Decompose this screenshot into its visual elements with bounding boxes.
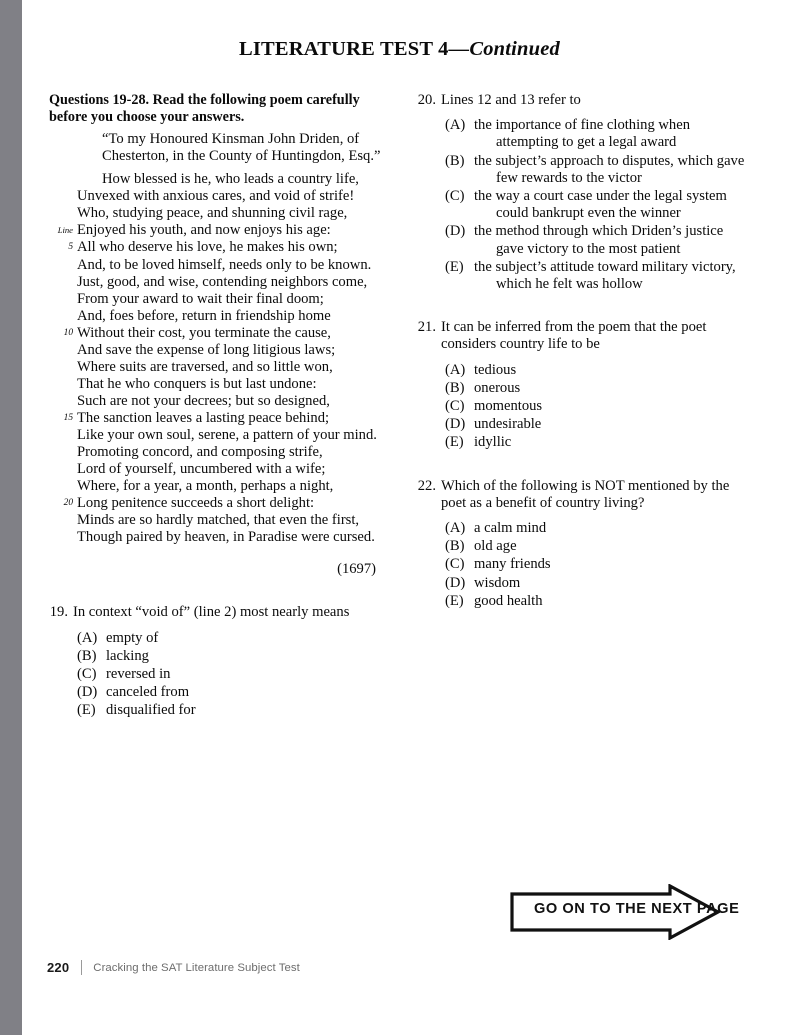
answer-choice-label: (D) <box>445 223 466 240</box>
question-stem: Lines 12 and 13 refer to <box>441 92 581 108</box>
answer-choice[interactable] <box>417 593 777 610</box>
answer-choice[interactable] <box>417 188 777 222</box>
answer-choice[interactable] <box>417 259 777 293</box>
answer-choice-text: momentous <box>474 398 543 415</box>
answer-choice-text: canceled from <box>106 684 190 701</box>
question-block <box>417 92 777 293</box>
question-head <box>417 319 777 353</box>
go-on-banner-label: GO ON TO THE NEXT PAGE <box>534 901 740 917</box>
poem-line-text: All who deserve his love, he makes his own; <box>77 239 338 256</box>
question-block <box>417 478 777 610</box>
answer-choice[interactable] <box>49 702 382 719</box>
poem-line-text: From your award to wait their final doom; <box>77 290 324 307</box>
answer-choice-list <box>417 362 777 452</box>
poem-passage <box>49 131 382 578</box>
poem-line-number: 15 <box>63 412 73 423</box>
running-head-continued: —Continued <box>448 38 560 60</box>
answer-choice-text: the way a court case under the legal system <box>474 188 727 205</box>
answer-choice[interactable] <box>417 416 777 433</box>
answer-choice-text: onerous <box>474 379 521 396</box>
poem-line <box>77 393 382 410</box>
answer-choice-text: disqualified for <box>106 702 196 719</box>
poem-line <box>77 529 382 546</box>
poem-line-text: Such are not your decrees; but so designed, <box>77 392 330 409</box>
question-head <box>417 92 777 109</box>
left-margin-hairline <box>22 0 24 1035</box>
poem-line-text: Promoting concord, and composing strife, <box>77 444 323 461</box>
answer-choice-label: (E) <box>445 258 464 275</box>
question-number: 22. <box>417 477 436 494</box>
answer-choice[interactable] <box>49 666 382 683</box>
answer-choice-text: wisdom <box>474 574 521 591</box>
answer-choice-label: (A) <box>445 361 466 378</box>
poem-title-line: Chesterton, in the County of Huntingdon, Esq.” <box>102 148 381 165</box>
answer-choice[interactable] <box>417 556 777 573</box>
poem-line <box>77 205 382 222</box>
poem-line <box>63 324 382 342</box>
directions-text: Questions 19-28. Read the following poem carefully before you choose your answers. <box>49 92 360 125</box>
question-block <box>417 319 777 451</box>
poem-line-number: 10 <box>63 327 73 338</box>
answer-choice[interactable] <box>417 575 777 592</box>
poem-line-text: That he who conquers is but last undone: <box>77 375 317 392</box>
answer-choice[interactable] <box>417 398 777 415</box>
answer-choice-text: tedious <box>474 361 517 378</box>
answer-choice[interactable] <box>417 362 777 379</box>
answer-choice-label: (C) <box>445 188 465 205</box>
answer-choice-label: (D) <box>445 416 466 433</box>
running-head-title: LITERATURE TEST 4 <box>239 38 449 60</box>
poem-line <box>77 188 382 205</box>
answer-choice-label: (B) <box>445 538 465 555</box>
poem-line <box>77 461 382 478</box>
poem-line <box>77 427 382 444</box>
answer-choice-text: good health <box>474 592 543 609</box>
answer-choice[interactable] <box>417 153 777 187</box>
question-number: 19. <box>49 604 68 621</box>
question-stem: It can be inferred from the poem that the poet <box>441 319 707 336</box>
answer-choice-text: many friends <box>474 556 551 573</box>
question-number: 21. <box>417 319 436 336</box>
poem-date: (1697) <box>337 561 376 578</box>
poem-line-text: And, to be loved himself, needs only to be known. <box>77 256 372 273</box>
answer-choice[interactable] <box>417 520 777 537</box>
answer-choice-text-continued: few rewards to the victor <box>496 169 642 186</box>
question-stem-continued: considers country life to be <box>441 336 600 353</box>
poem-line <box>77 512 382 529</box>
answer-choice[interactable] <box>417 223 777 257</box>
answer-choice-label: (B) <box>445 152 465 169</box>
poem-title <box>49 131 382 165</box>
right-question-list <box>417 92 777 610</box>
poem-line-text: Lord of yourself, uncumbered with a wife; <box>77 461 326 478</box>
poem-line <box>77 376 382 393</box>
answer-choice-label: (E) <box>445 434 464 451</box>
answer-choice-text: reversed in <box>106 665 171 682</box>
poem-line-number: 5 <box>68 242 73 253</box>
running-head <box>0 38 799 61</box>
poem-line-text: Where suits are traversed, and so little won, <box>77 358 333 375</box>
answer-choice-text-continued: attempting to get a legal award <box>496 134 677 151</box>
answer-choice-list <box>49 630 382 720</box>
poem-line-text: Long penitence succeeds a short delight: <box>77 495 315 512</box>
answer-choice-text: the importance of fine clothing when <box>474 117 690 134</box>
poem-line <box>77 308 382 325</box>
question-stem: Which of the following is NOT mentioned by the <box>441 477 730 494</box>
answer-choice-text: lacking <box>106 647 149 664</box>
answer-choice-label: (A) <box>445 117 466 134</box>
poem-line <box>57 222 382 239</box>
poem-line-text: And save the expense of long litigious laws; <box>77 341 336 358</box>
poem-line-number: Line <box>57 225 73 236</box>
footer-page-number: 220 <box>47 960 70 975</box>
answer-choice[interactable] <box>417 538 777 555</box>
poem-line-number: 20 <box>63 498 73 509</box>
answer-choice-list <box>417 117 777 293</box>
answer-choice-text: undesirable <box>474 416 542 433</box>
poem-line-text: And, foes before, return in friendship home <box>77 307 331 324</box>
answer-choice-label: (D) <box>77 684 98 701</box>
poem-line-text: Like your own soul, serene, a pattern of your mind. <box>77 426 377 443</box>
answer-choice-text: idyllic <box>474 434 512 451</box>
poem-title-line: “To my Honoured Kinsman John Driden, of <box>102 131 360 148</box>
poem-line-text: Though paired by heaven, in Paradise were cursed. <box>77 529 375 546</box>
question-stem-continued: poet as a benefit of country living? <box>441 494 645 511</box>
answer-choice-label: (C) <box>445 398 465 415</box>
poem-line-text: The sanction leaves a lasting peace behind; <box>77 409 330 426</box>
question-head <box>417 478 777 512</box>
answer-choice-text-continued: which he felt was hollow <box>496 276 643 293</box>
answer-choice-text: old age <box>474 538 517 555</box>
answer-choice-text: the subject’s attitude toward military victory, <box>474 258 736 275</box>
answer-choice-text: the method through which Driden’s justice <box>474 223 724 240</box>
poem-line <box>68 239 382 256</box>
poem-line-text: How blessed is he, who leads a country life, <box>102 171 359 188</box>
answer-choice[interactable] <box>49 684 382 701</box>
answer-choice[interactable] <box>417 434 777 451</box>
poem-body <box>49 165 382 546</box>
poem-line <box>77 444 382 461</box>
answer-choice[interactable] <box>49 630 382 647</box>
poem-line <box>63 409 382 427</box>
poem-line-text: Unvexed with anxious cares, and void of strife! <box>77 188 355 205</box>
answer-choice-text-continued: gave victory to the most patient <box>496 240 681 257</box>
question-stem: In context “void of” (line 2) most nearly means <box>73 604 350 621</box>
answer-choice-label: (C) <box>445 556 465 573</box>
answer-choice-label: (A) <box>77 629 98 646</box>
poem-line <box>63 495 382 512</box>
poem-line-text: Who, studying peace, and shunning civil rage, <box>77 205 348 222</box>
footer-book-title: Cracking the SAT Literature Subject Test <box>93 961 300 974</box>
poem-line <box>77 478 382 495</box>
answer-choice-list <box>417 520 777 610</box>
poem-line-text: Enjoyed his youth, and now enjoys his age: <box>77 222 331 239</box>
footer-divider <box>81 960 82 975</box>
answer-choice-label: (C) <box>77 665 97 682</box>
answer-choice-text: empty of <box>106 629 159 646</box>
answer-choice[interactable] <box>417 117 777 151</box>
poem-line-text: Minds are so hardly matched, that even the first, <box>77 512 360 529</box>
left-question-list <box>49 604 382 719</box>
answer-choice[interactable] <box>49 648 382 665</box>
go-on-banner <box>510 884 740 940</box>
answer-choice[interactable] <box>417 380 777 397</box>
answer-choice-text: a calm mind <box>474 520 547 537</box>
answer-choice-text: the subject’s approach to disputes, which gave <box>474 152 745 169</box>
page-footer <box>47 960 300 975</box>
poem-line <box>77 342 382 359</box>
poem-line-text: Just, good, and wise, contending neighbors come, <box>77 273 368 290</box>
poem-line <box>77 291 382 308</box>
poem-line-text: Without their cost, you terminate the cause, <box>77 324 331 341</box>
poem-line <box>77 359 382 376</box>
question-number: 20. <box>417 92 436 108</box>
answer-choice-label: (E) <box>77 702 96 719</box>
answer-choice-label: (A) <box>445 520 466 537</box>
answer-choice-text-continued: could bankrupt even the winner <box>496 205 681 222</box>
left-margin-bar <box>0 0 22 1035</box>
poem-line <box>77 274 382 291</box>
left-column <box>49 92 382 721</box>
answer-choice-label: (E) <box>445 592 464 609</box>
answer-choice-label: (B) <box>77 647 97 664</box>
question-block <box>49 604 382 719</box>
poem-line <box>77 257 382 274</box>
question-head <box>49 604 382 621</box>
answer-choice-label: (D) <box>445 574 466 591</box>
poem-line <box>77 171 382 188</box>
right-column <box>417 92 777 611</box>
poem-line-text: Where, for a year, a month, perhaps a night, <box>77 478 334 495</box>
answer-choice-label: (B) <box>445 379 465 396</box>
